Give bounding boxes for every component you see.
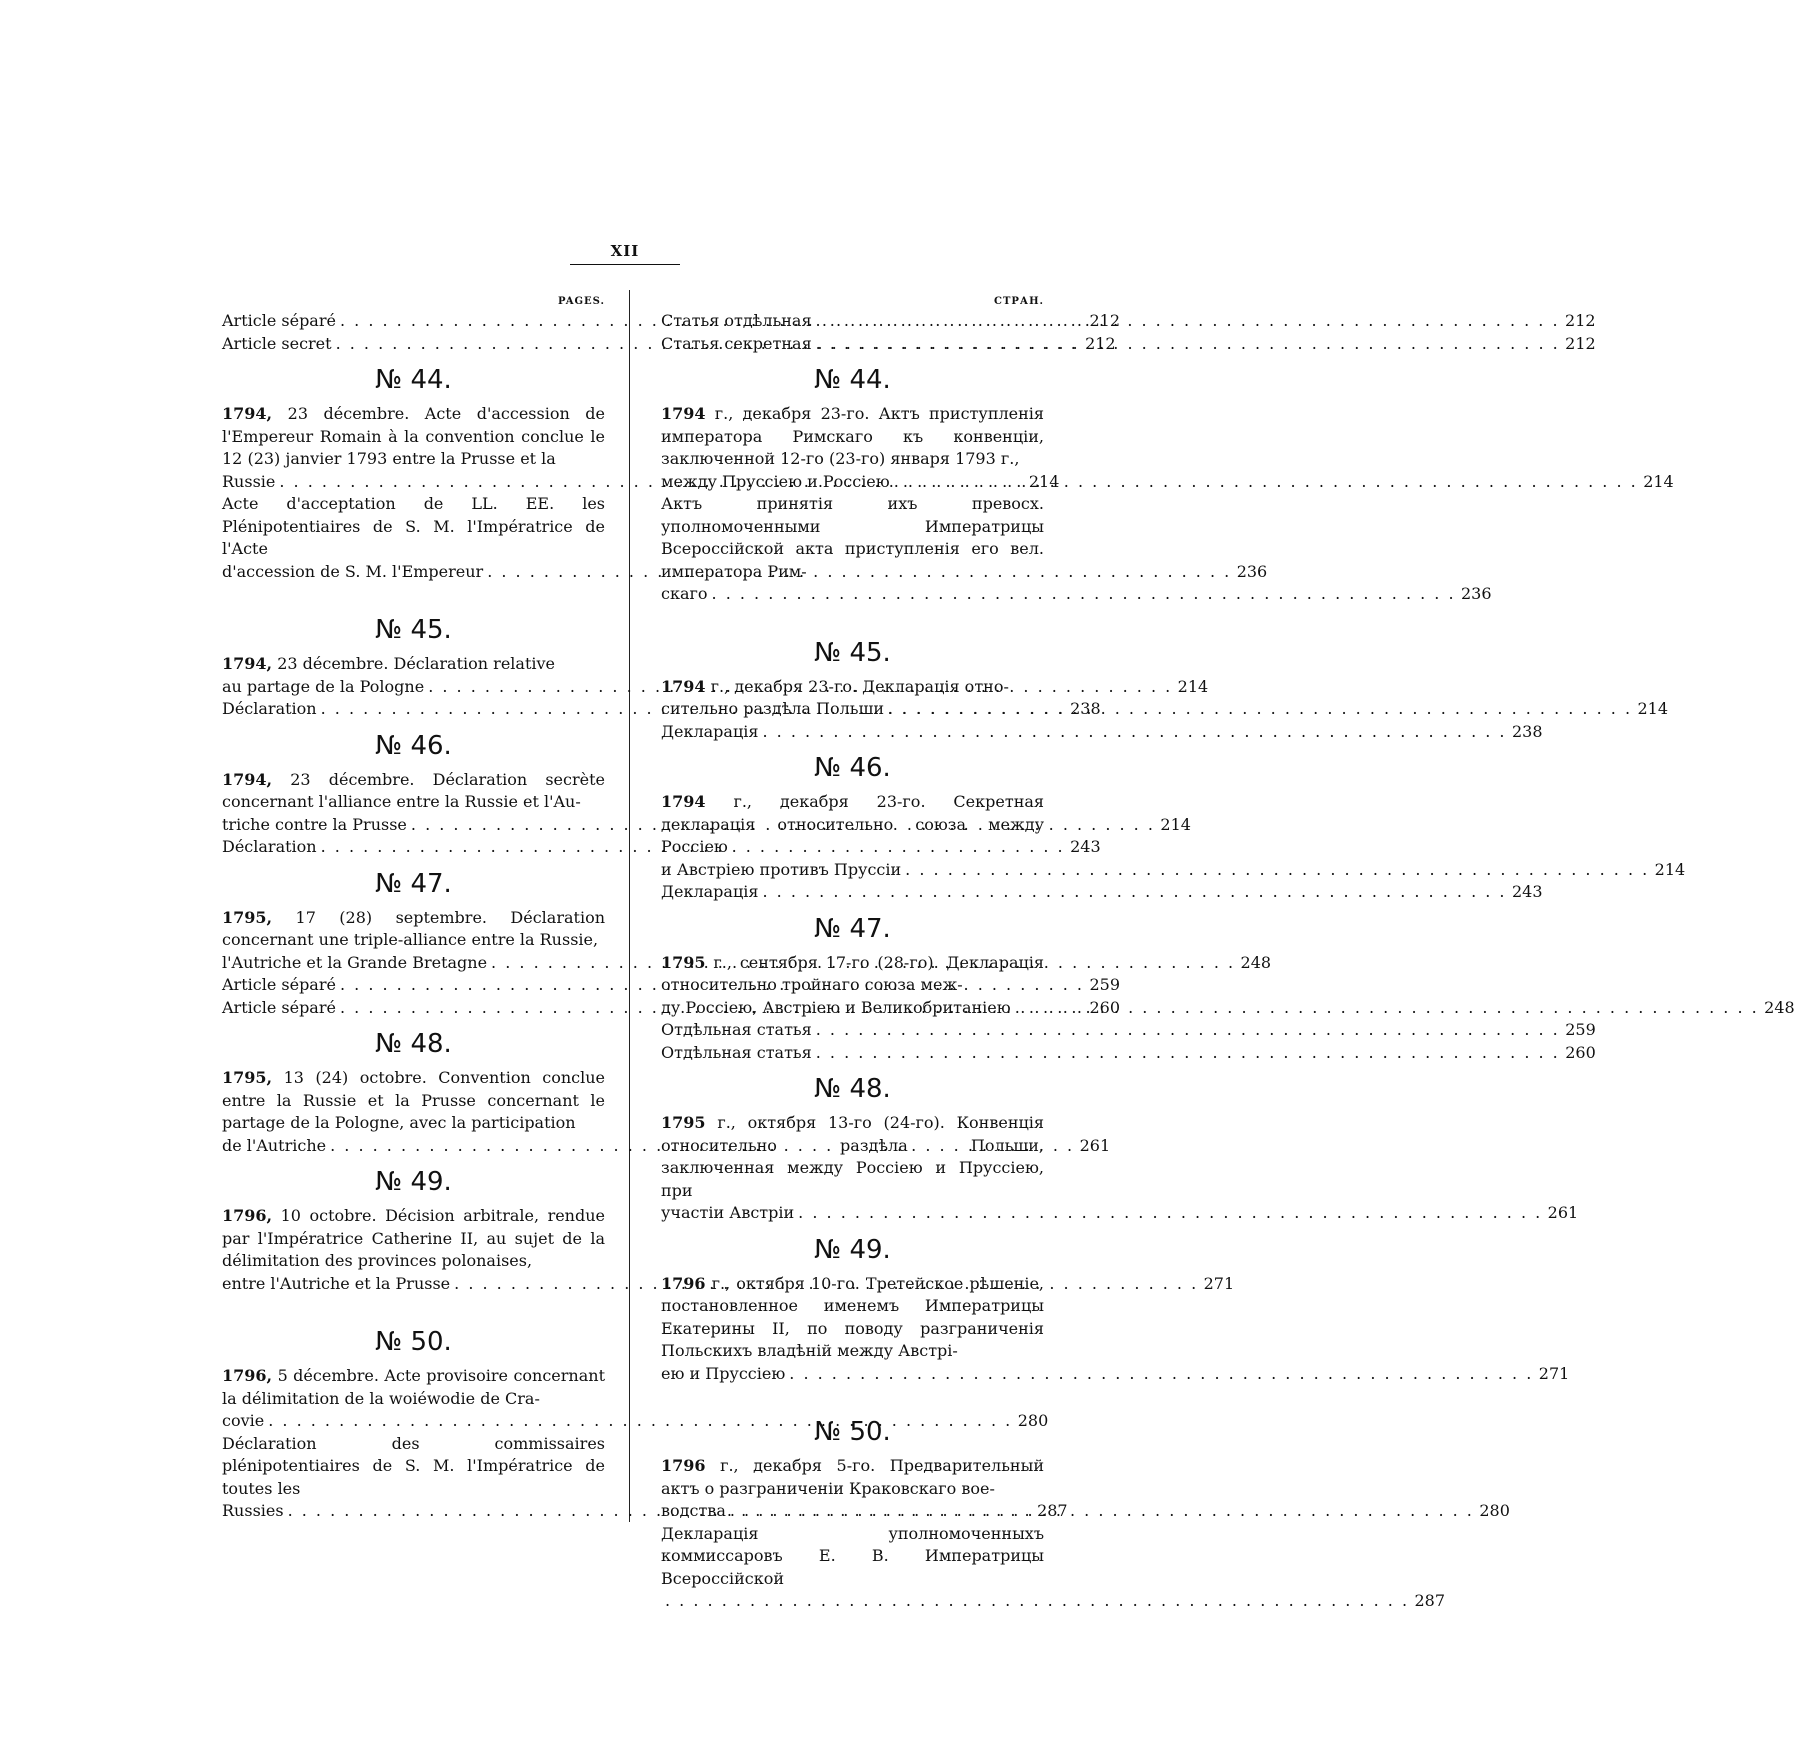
toc-line xyxy=(222,974,1120,997)
dot-leader xyxy=(816,1042,1560,1065)
entry-text xyxy=(222,653,605,676)
entry-text xyxy=(661,1112,1044,1202)
toc-section xyxy=(661,1385,1510,1613)
toc-line xyxy=(222,814,1191,837)
section-number: № 50. xyxy=(375,1327,452,1357)
section-number: № 50. xyxy=(814,1417,891,1447)
entry-text xyxy=(661,403,1044,471)
toc-line-text: triche contre la Prusse xyxy=(222,814,407,834)
toc-line-text: ду Россіею, Австріею и Великобританіею xyxy=(661,997,1011,1017)
section-number: № 46. xyxy=(375,730,452,761)
dot-leader xyxy=(798,1202,1542,1225)
page-ref: 271 xyxy=(1203,1273,1235,1293)
dot-leader xyxy=(1015,997,1759,1020)
toc-line xyxy=(222,1135,1111,1158)
toc-line-text: Russies xyxy=(222,1501,284,1520)
section-number: № 46. xyxy=(814,753,891,783)
entry-body: г., октября 13-го (24-го). Конвенція относительно раздѣла Польши, заключенная между Россіею и Пруссіею, при xyxy=(661,1113,1044,1200)
right-column-russian xyxy=(661,293,1795,1613)
spacer xyxy=(661,606,1044,628)
entry-text xyxy=(222,1205,605,1273)
entry-text xyxy=(222,769,605,814)
page-ref: 214 xyxy=(1654,859,1686,879)
entry-text xyxy=(222,907,605,952)
entry-body: 17 (28) septembre. Déclaration concernant une triple-alliance entre la Russie, xyxy=(222,907,605,949)
entry-date: 1796 xyxy=(661,1456,706,1475)
entry-date: 1795 xyxy=(661,1113,706,1132)
page-ref: 271 xyxy=(1538,1363,1570,1383)
section-number: № 49. xyxy=(375,1167,452,1197)
page-ref: 287 xyxy=(1414,1591,1446,1610)
toc-section xyxy=(661,606,1669,744)
page-ref: 214 xyxy=(1160,814,1191,834)
right-intro xyxy=(661,310,1596,355)
toc-line xyxy=(661,310,1596,333)
dot-leader xyxy=(762,721,1506,744)
spacer xyxy=(222,1295,605,1317)
page-ref: 261 xyxy=(1547,1203,1579,1222)
right-column-label: СТРАН. xyxy=(994,296,1044,307)
spacer xyxy=(661,1385,1044,1407)
toc-section xyxy=(661,753,1686,904)
spacer xyxy=(222,583,605,605)
entry-body: 5 décembre. Acte provisoire concernant la délimitation de la woiéwodie de Cra- xyxy=(222,1366,605,1408)
dot-leader xyxy=(905,859,1649,882)
entry-text xyxy=(222,403,605,471)
section-number: № 49. xyxy=(814,1234,891,1265)
entry-body: г., декабря 23-го. Актъ приступленія императора Римскаго къ конвенціи, заключенной 12-го (23-го) января 1793 г., xyxy=(661,404,1044,468)
sub-entry-text: Декларація уполномоченныхъ коммиссаровъ Е. В. Императрицы Всероссійской xyxy=(661,1523,1044,1588)
page-ref: 238 xyxy=(1511,721,1543,741)
entry-date: 1794, xyxy=(222,654,273,673)
entry-date: 1796 xyxy=(661,1273,706,1293)
entry-body: 10 octobre. Décision arbitrale, rendue par l'Impératrice Catherine II, au sujet de la délimitation des provinces polonaises, xyxy=(222,1206,606,1270)
entry-date: 1794, xyxy=(222,404,273,423)
dot-leader xyxy=(816,310,1560,333)
toc-line xyxy=(222,836,1101,859)
toc-line-text: au partage de la Pologne xyxy=(222,676,425,696)
page-ref: 212 xyxy=(1565,333,1596,353)
entry-body: г., декабря 23-го. Декларація отно- xyxy=(710,676,1009,696)
entry-date: 1794, xyxy=(222,769,273,789)
section-number: № 44. xyxy=(375,365,452,395)
toc-line xyxy=(661,881,1543,904)
page-number: XII xyxy=(570,242,680,265)
entry-text xyxy=(661,676,1044,699)
toc-line-text: Отдѣльная статья xyxy=(661,1020,812,1039)
page-ref: 236 xyxy=(1461,584,1492,603)
left-column-label: PAGES. xyxy=(557,296,605,307)
section-number: № 48. xyxy=(814,1074,891,1104)
toc-line-text: Статья отдѣльная xyxy=(661,311,812,330)
toc-line-text: Déclaration xyxy=(222,699,317,718)
dot-leader xyxy=(816,1019,1560,1042)
page-ref: 212 xyxy=(1565,311,1596,330)
toc-line-text: сительно раздѣла Польши xyxy=(661,699,884,718)
dot-leader xyxy=(665,1590,1409,1613)
page-ref: 212 xyxy=(1089,311,1120,330)
toc-line xyxy=(661,1590,1446,1613)
section-number: № 48. xyxy=(375,1029,452,1059)
page-ref: 261 xyxy=(1079,1135,1111,1155)
entry-body: г., декабря 23-го. Секретная декларація относительно союза между Россіею xyxy=(661,792,1045,856)
entry-text xyxy=(661,791,1044,859)
entry-date: 1794 xyxy=(661,792,706,811)
page-ref: 248 xyxy=(1240,952,1272,972)
dot-leader xyxy=(712,583,1456,606)
page-ref: 212 xyxy=(1085,333,1116,353)
entry-date: 1795, xyxy=(222,907,273,927)
page-ref: 243 xyxy=(1511,882,1543,901)
toc-line-text: скаго xyxy=(661,584,708,603)
page-ref: 259 xyxy=(1089,975,1120,994)
section-number: № 45. xyxy=(375,615,452,645)
entry-body: г., декабря 5-го. Предварительный актъ о разграниченіи Краковскаго вое- xyxy=(661,1456,1044,1498)
entry-date: 1795, xyxy=(222,1068,273,1087)
entry-body: 13 (24) octobre. Convention conclue entre la Russie et la Prusse concernant le partage de la Pologne, avec la participation xyxy=(222,1068,606,1132)
toc-line-text: Отдѣльная статья xyxy=(661,1042,812,1062)
toc-line-text: Декларація xyxy=(661,882,759,901)
entry-date: 1796, xyxy=(222,1206,273,1225)
toc-section xyxy=(661,1234,1570,1386)
section-number: № 44. xyxy=(814,365,891,395)
page-ref: 260 xyxy=(1089,997,1120,1017)
page-ref: 214 xyxy=(1177,676,1209,696)
toc-section xyxy=(661,1074,1579,1225)
toc-line xyxy=(661,1042,1596,1065)
page-ref: 243 xyxy=(1070,837,1101,856)
toc-line xyxy=(661,1019,1596,1042)
entry-body: 23 décembre. Déclaration secrète concernant l'alliance entre la Russie et l'Au- xyxy=(222,769,605,811)
toc-line-text: Article séparé xyxy=(222,997,336,1017)
section-number: № 45. xyxy=(814,637,891,668)
entry-date: 1794 xyxy=(661,676,706,696)
entry-date: 1795 xyxy=(661,952,706,972)
page-ref: 259 xyxy=(1565,1020,1596,1039)
page-ref: 214 xyxy=(1637,699,1669,718)
page-ref: 280 xyxy=(1479,1501,1510,1520)
section-number: № 47. xyxy=(814,913,891,944)
toc-line xyxy=(661,1363,1570,1386)
page-ref: 214 xyxy=(1643,471,1674,491)
toc-line xyxy=(222,561,1268,584)
page-ref: 238 xyxy=(1070,699,1101,718)
toc-section xyxy=(661,365,1674,606)
toc-section xyxy=(661,913,1795,1065)
dot-leader xyxy=(762,881,1506,904)
sub-entry-text: Déclaration des commissaires plénipotentiaires de S. M. l'Impératrice de toutes les xyxy=(222,1433,605,1498)
page-ref: 236 xyxy=(1236,561,1268,581)
entry-text xyxy=(661,952,1044,997)
toc-line-text: между Пруссіею и Россіею xyxy=(661,471,890,491)
toc-line xyxy=(661,583,1492,606)
sub-entry-text: Актъ принятія ихъ превосх. уполномоченными Императрицы Всероссійской акта приступленія его вел. императора Рим- xyxy=(661,494,1044,581)
toc-line-text: Article séparé xyxy=(222,975,336,994)
sub-entry-text: Acte d'acceptation de LL. EE. les Plénipotentiaires de S. M. l'Impératrice de l'Acte xyxy=(222,494,605,558)
right-sections xyxy=(661,365,1795,1613)
page-ref: 260 xyxy=(1565,1042,1596,1062)
dot-leader xyxy=(816,333,1560,356)
toc-line-text: l'Autriche et la Grande Bretagne xyxy=(222,952,488,972)
toc-line-text: ею и Пруссіею xyxy=(661,1363,786,1383)
entry-body: 23 décembre. Déclaration relative xyxy=(277,654,555,673)
dot-leader xyxy=(888,698,1632,721)
entry-body: г., октября 10-го. Третейское рѣшеніе, постановленное именемъ Императрицы Екатерины II, по поводу разграниченія Польскихъ владѣній между Австрі- xyxy=(661,1273,1045,1360)
toc-line-text: и Австріею противъ Пруссіи xyxy=(661,859,902,879)
toc-line-text: Article séparé xyxy=(222,311,336,330)
page-ref: 287 xyxy=(1037,1501,1068,1520)
entry-body: г., сентября 17-го (28-го). Декларація относительно тройнаго союза меж- xyxy=(661,952,1045,994)
toc-line xyxy=(661,721,1543,744)
toc-line xyxy=(661,333,1596,356)
section-number: № 47. xyxy=(375,868,452,899)
toc-line xyxy=(661,1202,1579,1225)
entry-text xyxy=(222,1365,605,1410)
toc-line-text: de l'Autriche xyxy=(222,1135,327,1155)
entry-text xyxy=(222,1067,605,1135)
entry-date: 1796, xyxy=(222,1366,273,1385)
toc-line-text: Статья секретная xyxy=(661,333,812,353)
dot-leader xyxy=(894,471,1638,494)
toc-line-text: Russie xyxy=(222,471,276,491)
entry-text xyxy=(661,1455,1044,1500)
toc-line-text: участіи Австріи xyxy=(661,1203,795,1222)
toc-line-text: entre l'Autriche et la Prusse xyxy=(222,1273,451,1293)
toc-line xyxy=(661,859,1686,882)
page-ref: 214 xyxy=(1028,471,1060,491)
toc-line-text: Déclaration xyxy=(222,837,317,856)
toc-line-text: Декларація xyxy=(661,721,759,741)
toc-line-text: d'accession de S. M. l'Empereur xyxy=(222,561,484,581)
entry-date: 1794 xyxy=(661,404,706,423)
entry-body: 23 décembre. Acte d'accession de l'Empereur Romain à la convention conclue le 12 (23) janvier 1793 entre la Prusse et la xyxy=(222,404,605,468)
page-ref: 280 xyxy=(1017,1411,1049,1430)
page-ref: 248 xyxy=(1764,997,1795,1017)
toc-line-text: водства xyxy=(661,1501,726,1520)
dot-leader xyxy=(789,1363,1533,1386)
entry-text xyxy=(661,1273,1044,1363)
toc-line-text: Article secret xyxy=(222,333,332,353)
toc-line xyxy=(661,471,1674,494)
dot-leader xyxy=(730,1500,1474,1523)
toc-line-text: covie xyxy=(222,1411,265,1430)
